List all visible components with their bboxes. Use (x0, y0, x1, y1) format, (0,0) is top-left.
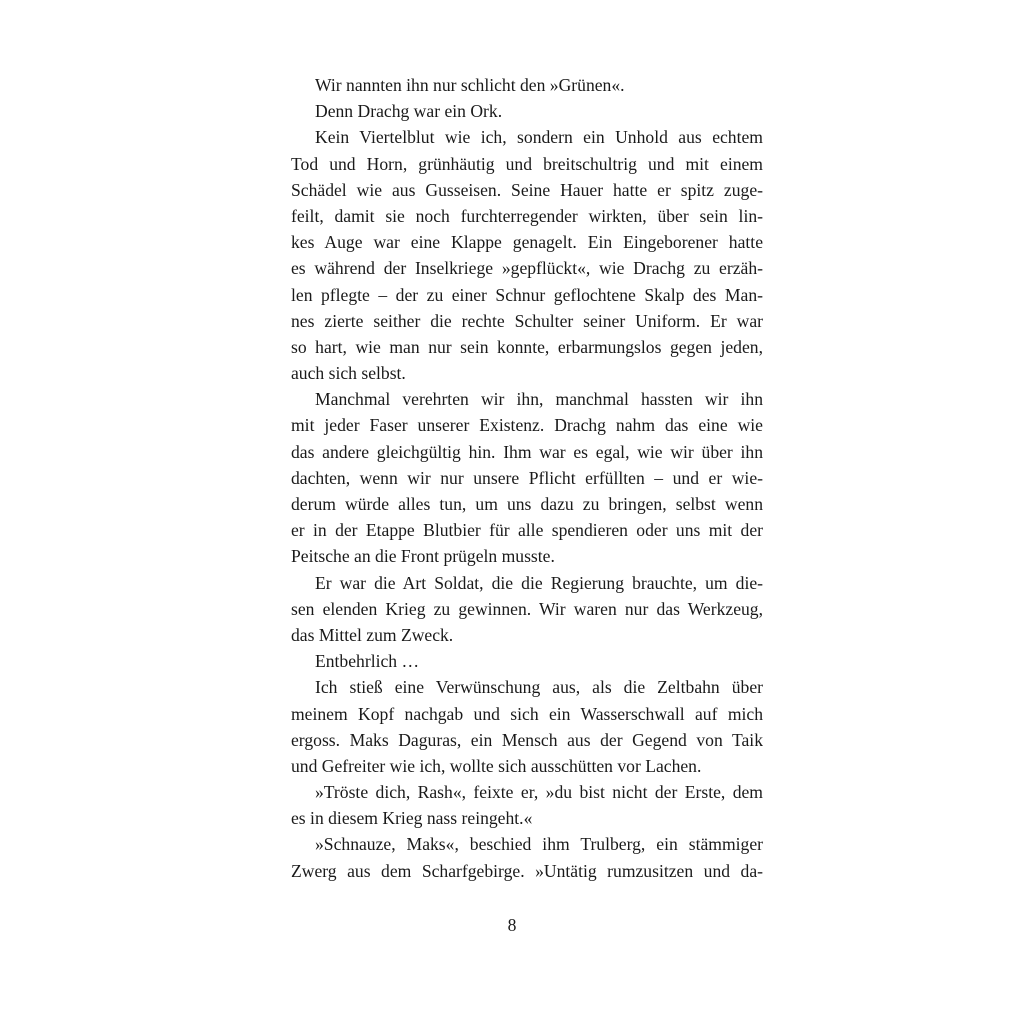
text-line: Tod und Horn, grünhäutig und breitschultrig und mit einem (291, 153, 763, 174)
page-number: 8 (507, 915, 517, 935)
text-line: Entbehrlich … (315, 651, 420, 672)
text-line: sen elenden Krieg zu gewinnen. Wir waren nur das Werkzeug, (291, 598, 763, 619)
text-line: Denn Drachg war ein Ork. (315, 101, 503, 122)
text-line: es während der Inselkriege »gepflückt«, wie Drachg zu erzäh- (291, 258, 763, 279)
text-line: Peitsche an die Front prügeln musste. (291, 546, 555, 567)
text-line: er in der Etappe Blutbier für alle spendieren oder uns mit der (291, 520, 763, 541)
text-line: »Tröste dich, Rash«, feixte er, »du bist nicht der Erste, dem (315, 782, 763, 803)
text-line: Kein Viertelblut wie ich, sondern ein Unhold aus echtem (315, 127, 763, 148)
text-line: das andere gleichgültig hin. Ihm war es egal, wie wir über ihn (291, 441, 763, 462)
text-line: Wir nannten ihn nur schlicht den »Grünen«. (315, 75, 625, 95)
body-text (291, 72, 763, 884)
text-line: Zwerg aus dem Scharfgebirge. »Untätig rumzusitzen und da- (291, 860, 763, 881)
text-line: auch sich selbst. (291, 363, 406, 384)
text-line: und Gefreiter wie ich, wollte sich ausschütten vor Lachen. (291, 755, 702, 776)
text-line: Ich stieß eine Verwünschung aus, als die Zeltbahn über (315, 677, 763, 698)
text-line: so hart, wie man nur sein konnte, erbarmungslos gegen jeden, (291, 336, 763, 357)
text-line: Schädel wie aus Gusseisen. Seine Hauer hatte er spitz zuge- (291, 179, 763, 200)
text-line: Er war die Art Soldat, die die Regierung brauchte, um die- (315, 572, 763, 593)
text-line: es in diesem Krieg nass reingeht.« (291, 808, 533, 829)
text-line: feilt, damit sie noch furchterregender wirkten, über sein lin- (291, 205, 763, 226)
text-line: das Mittel zum Zweck. (291, 624, 454, 645)
text-line: meinem Kopf nachgab und sich ein Wasserschwall auf mich (291, 703, 763, 724)
text-line: nes zierte seither die rechte Schulter seiner Uniform. Er war (291, 310, 763, 331)
text-line: Manchmal verehrten wir ihn, manchmal hassten wir ihn (315, 389, 763, 410)
text-line: ergoss. Maks Daguras, ein Mensch aus der Gegend von Taik (291, 729, 763, 750)
text-line: mit jeder Faser unserer Existenz. Drachg nahm das eine wie (291, 415, 763, 436)
text-line: kes Auge war eine Klappe genagelt. Ein Eingeborener hatte (291, 232, 763, 253)
text-line: len pflegte – der zu einer Schnur geflochtene Skalp des Man- (291, 284, 763, 305)
text-line: »Schnauze, Maks«, beschied ihm Trulberg, ein stämmiger (315, 834, 763, 855)
text-line: derum würde alles tun, um uns dazu zu bringen, selbst wenn (291, 494, 763, 514)
text-line: dachten, wenn wir nur unsere Pflicht erfüllten – und er wie- (291, 467, 763, 488)
